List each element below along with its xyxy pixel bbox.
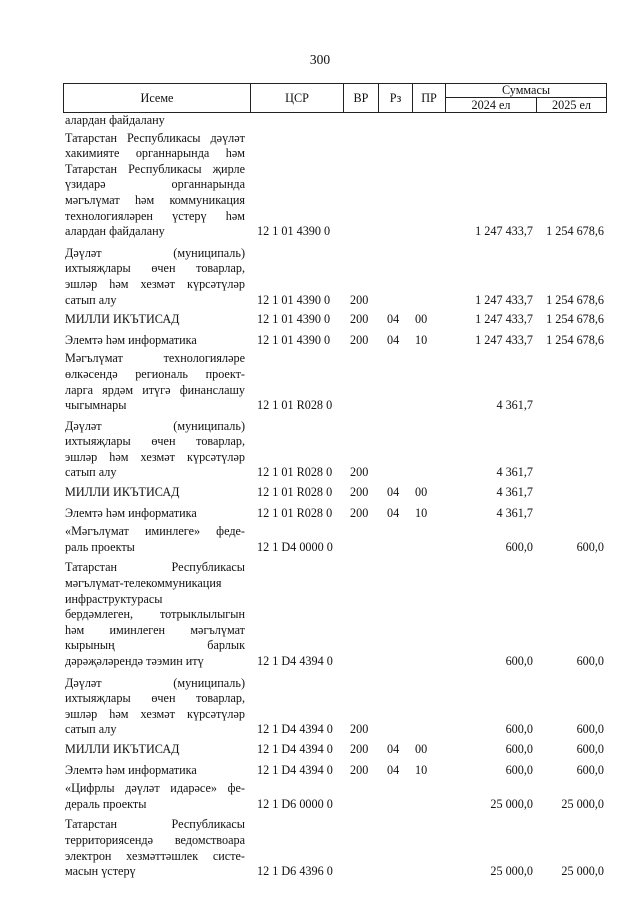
row-pr: 00 [415, 312, 428, 327]
table-row [63, 312, 606, 328]
row-name-line: мәгълүмат-телекоммуникация [65, 576, 222, 591]
row-rz: 04 [387, 332, 400, 347]
row-csr: 12 1 01 4390 0 [257, 312, 331, 327]
row-csr: 12 1 D4 4394 0 [257, 722, 333, 737]
row-vr: 200 [350, 312, 369, 327]
row-sum-2024: 600,0 [505, 539, 533, 554]
row-name-line: алардан файдалану [65, 113, 165, 127]
row-name-line: ларга ярдәм итүгә финанслашу [65, 382, 245, 397]
header-year-2025: 2025 ел [537, 98, 607, 113]
row-vr: 200 [350, 762, 369, 777]
row-name-line: МИЛЛИ ИКЪТИСАД [65, 485, 180, 500]
row-csr: 12 1 01 R028 0 [257, 398, 333, 413]
table-row [63, 351, 606, 413]
row-sum-2025: 1 254 678,6 [546, 312, 604, 327]
row-name [63, 742, 245, 758]
row-name-line: дәрәҗәләрендә тәэмин итү [65, 654, 204, 668]
row-name-line: һәм иминлеген мәгълүмат [65, 622, 245, 637]
row-sum-2024: 1 247 433,7 [475, 292, 533, 307]
row-rz: 04 [387, 312, 400, 327]
row-name-line: Мәгълүмат технологияләре [65, 351, 245, 366]
header-name: Исеме [64, 84, 251, 113]
row-name-line: МИЛЛИ ИКЪТИСАД [65, 312, 180, 327]
row-name [63, 817, 245, 879]
row-name-line: Татарстан Республикасы [65, 817, 245, 832]
row-name-line: инфраструктурасы [65, 591, 163, 606]
table-row [63, 333, 606, 349]
row-name [63, 351, 245, 413]
row-name-line: раль проекты [65, 539, 135, 554]
row-name-line: эшләр һәм хезмәт күрсәтүләр [65, 706, 245, 721]
row-csr: 12 1 01 R028 0 [257, 465, 333, 480]
table-row [63, 113, 606, 129]
row-sum-2025: 600,0 [576, 762, 604, 777]
row-pr: 00 [415, 741, 428, 756]
row-sum-2025: 600,0 [576, 741, 604, 756]
row-sum-2024: 600,0 [505, 741, 533, 756]
header-rz: Рз [379, 84, 413, 113]
row-name-line: ихтыяҗлары өчен товарлар, [65, 261, 245, 276]
row-name [63, 485, 245, 501]
row-sum-2024: 600,0 [505, 654, 533, 668]
page-number: 300 [309, 52, 331, 67]
row-rz: 04 [387, 762, 400, 777]
row-name-line: Элемтә һәм информатика [65, 332, 197, 347]
table-header [63, 83, 607, 113]
row-csr: 12 1 D4 0000 0 [257, 539, 333, 554]
row-name [63, 676, 245, 738]
row-name-line: технологияләрен үстерү һәм [65, 208, 245, 223]
row-sum-2024: 600,0 [505, 722, 533, 737]
row-name-line: өлкәсендә региональ проект- [65, 366, 245, 381]
row-sum-2024: 25 000,0 [490, 796, 533, 811]
header-csr: ЦСР [251, 84, 344, 113]
row-vr: 200 [350, 465, 369, 480]
row-name-line: «Цифрлы дәүләт идарәсе» фе- [65, 781, 245, 796]
row-name-line: алардан файдалану [65, 224, 165, 239]
row-sum-2025: 600,0 [576, 654, 604, 668]
row-sum-2024: 4 361,7 [496, 465, 533, 480]
table-row [63, 676, 606, 738]
row-sum-2024: 4 361,7 [496, 505, 533, 520]
row-vr: 200 [350, 332, 369, 347]
table-row [63, 781, 606, 812]
row-pr: 00 [415, 485, 428, 500]
row-sum-2024: 600,0 [505, 762, 533, 777]
row-name-line: мәгълүмат һәм коммуникация [65, 192, 245, 207]
row-name [63, 419, 245, 481]
row-name-line: эшләр һәм хезмәт күрсәтүләр [65, 276, 245, 291]
row-sum-2024: 1 247 433,7 [475, 224, 533, 239]
row-name-line: дераль проекты [65, 796, 147, 811]
row-name-line: Дәүләт (муниципаль) [65, 675, 245, 690]
row-name-line: территориясендә ведомствоара [65, 832, 245, 847]
row-name [63, 246, 245, 308]
row-name [63, 131, 245, 240]
table-row [63, 524, 606, 555]
row-name-line: Элемтә һәм информатика [65, 762, 197, 777]
table-row [63, 419, 606, 481]
row-name-line: бердәмлеген, тотрыклылыгын [65, 607, 245, 622]
row-name-line: эшләр һәм хезмәт күрсәтүләр [65, 449, 245, 464]
row-name-line: ихтыяҗлары өчен товарлар, [65, 434, 245, 449]
row-name-line: чыгымнары [65, 398, 127, 413]
row-vr: 200 [350, 292, 369, 307]
row-sum-2025: 1 254 678,6 [546, 332, 604, 347]
table-row [63, 742, 606, 758]
table-row [63, 485, 606, 501]
row-csr: 12 1 D4 4394 0 [257, 654, 333, 668]
row-csr: 12 1 D4 4394 0 [257, 762, 333, 777]
row-name-line: сатып алу [65, 292, 117, 307]
row-sum-2024: 4 361,7 [496, 485, 533, 500]
row-name-line: хакимияте органнарында һәм [65, 146, 245, 161]
row-name [63, 312, 245, 328]
row-sum-2024: 1 247 433,7 [475, 312, 533, 327]
row-vr: 200 [350, 722, 369, 737]
row-sum-2024: 1 247 433,7 [475, 332, 533, 347]
row-name [63, 781, 245, 812]
row-csr: 12 1 01 4390 0 [257, 224, 331, 239]
table-row [63, 131, 606, 240]
row-name-line: сатып алу [65, 465, 117, 480]
row-csr: 12 1 D4 4394 0 [257, 741, 333, 756]
row-name-line: Татарстан Республикасы дәүләт [65, 130, 245, 145]
row-csr: 12 1 01 R028 0 [257, 485, 333, 500]
row-name-line: масын үстерү [65, 864, 136, 879]
row-rz: 04 [387, 505, 400, 520]
row-name-line: Татарстан Республикасы [65, 560, 245, 575]
row-name [63, 560, 245, 669]
row-name [63, 506, 245, 522]
row-csr: 12 1 01 R028 0 [257, 505, 333, 520]
row-name-line: ихтыяҗлары өчен товарлар, [65, 691, 245, 706]
header-vr: ВР [344, 84, 379, 113]
row-csr: 12 1 01 4390 0 [257, 332, 331, 347]
row-name [63, 113, 245, 129]
row-name-line: электрон хезмәттәшлек систе- [65, 848, 245, 863]
table-row [63, 560, 606, 669]
row-name-line: Татарстан Республикасы җирле [65, 161, 245, 176]
row-csr: 12 1 D6 0000 0 [257, 796, 333, 811]
row-sum-2025: 600,0 [576, 539, 604, 554]
row-csr: 12 1 01 4390 0 [257, 292, 331, 307]
row-name-line: кырының барлык [65, 638, 245, 653]
row-vr: 200 [350, 505, 369, 520]
table-row [63, 817, 606, 879]
row-csr: 12 1 D6 4396 0 [257, 864, 333, 879]
row-sum-2025: 25 000,0 [561, 864, 604, 879]
header-pr: ПР [413, 84, 446, 113]
row-sum-2025: 25 000,0 [561, 796, 604, 811]
row-rz: 04 [387, 741, 400, 756]
row-name [63, 763, 245, 779]
row-pr: 10 [415, 762, 428, 777]
table-row [63, 246, 606, 308]
row-name [63, 524, 245, 555]
row-vr: 200 [350, 741, 369, 756]
row-name-line: Дәүләт (муниципаль) [65, 418, 245, 433]
row-name-line: үзидарә органнарында [65, 177, 245, 192]
row-name-line: «Мәгълүмат иминлеге» феде- [65, 524, 245, 539]
row-sum-2024: 25 000,0 [490, 864, 533, 879]
table-row [63, 763, 606, 779]
row-name-line: Дәүләт (муниципаль) [65, 245, 245, 260]
row-sum-2025: 1 254 678,6 [546, 224, 604, 239]
row-name-line: сатып алу [65, 722, 117, 737]
row-sum-2025: 1 254 678,6 [546, 292, 604, 307]
row-rz: 04 [387, 485, 400, 500]
table-body [63, 113, 606, 880]
row-sum-2025: 600,0 [576, 722, 604, 737]
row-vr: 200 [350, 485, 369, 500]
row-pr: 10 [415, 332, 428, 347]
row-name [63, 333, 245, 349]
header-year-2024: 2024 ел [446, 98, 537, 113]
row-name-line: МИЛЛИ ИКЪТИСАД [65, 741, 180, 756]
header-sums: Суммасы [446, 84, 607, 98]
row-sum-2024: 4 361,7 [496, 398, 533, 413]
row-pr: 10 [415, 505, 428, 520]
table-row [63, 506, 606, 522]
row-name-line: Элемтә һәм информатика [65, 505, 197, 520]
